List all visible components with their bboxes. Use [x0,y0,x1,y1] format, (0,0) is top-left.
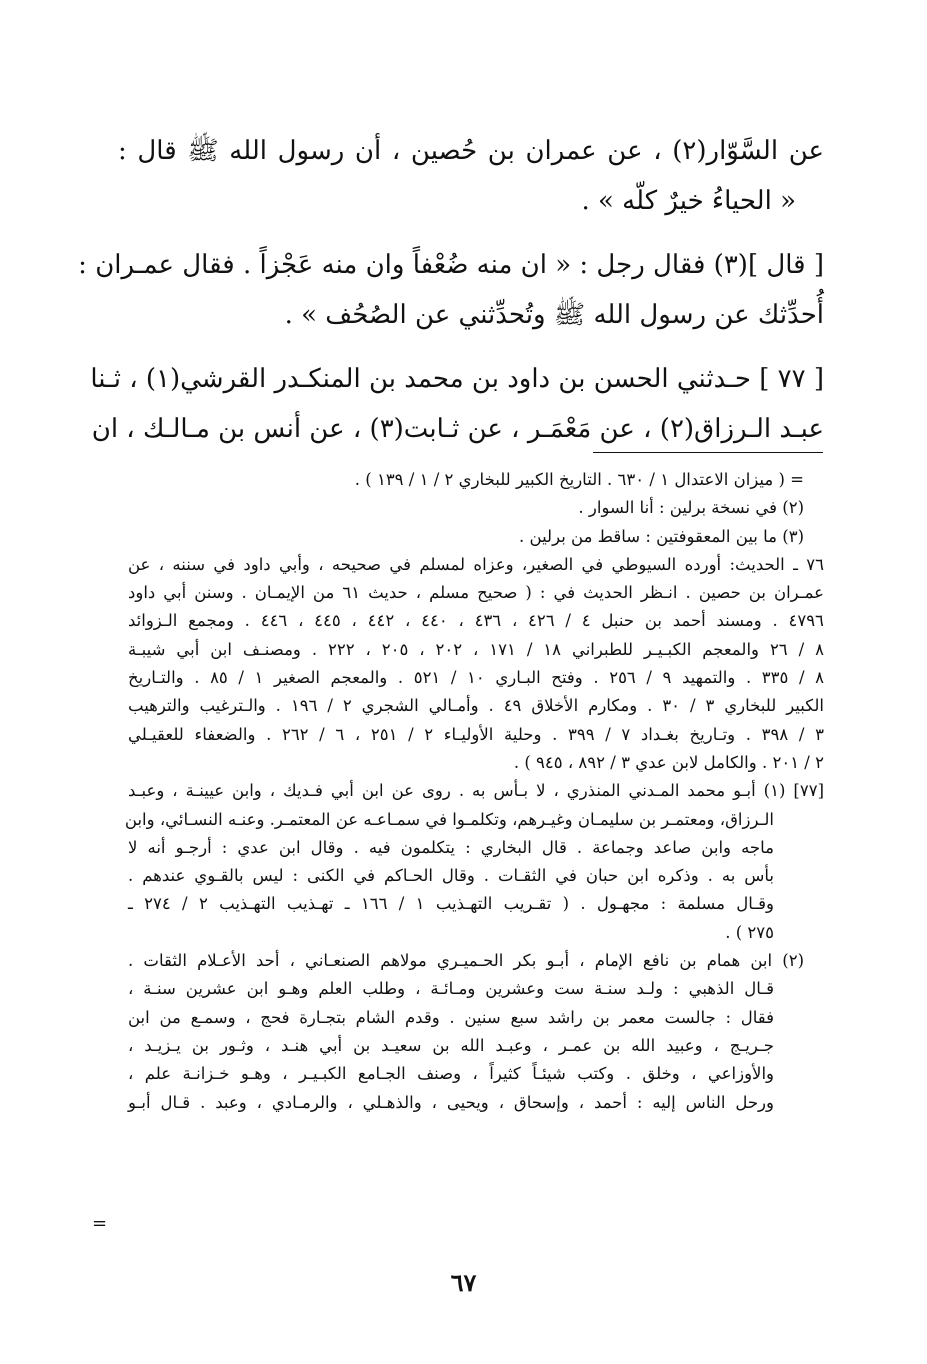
footnote-line: الـرزاق، ومعتمـر بن سليمـان وغيـرهم، وتكلمـوا في سمـاعـه عن المعتمـر. وعنـه النسـائي، وابن [124,809,774,829]
footnote-line: ماجه وابن صاعد وجماعة . قال البخاري : يتكلمون فيه . وقال ابن عدي : أرجـو أنه لا [128,837,774,857]
footnote-line: والأوزاعي ، وخلق . وكتب شيئـاً كثيراً ، وصنف الجـامع الكبـيـر ، وهـو خـزانـة علم ، [128,1064,774,1084]
footnotes [124,466,824,1117]
main-line: [ قال ](٣) فقال رجل : « ان منه ضُعْفاً وان منه عَجْزاً . فقال عمـران : [78,250,824,280]
footnote-line: جـريـج ، وعبيد الله بن عمـر ، وعبـد الله بن سعيـد بن أبي هنـد ، وثـور بن يـزيـد ، [128,1035,774,1055]
footnote-line: = ( ميزان الاعتدال ١ / ٦٣٠ . التاريخ الكبير للبخاري ٢ / ١ / ١٣٩ ) . [354,470,804,489]
main-line: عن السَّوّار(٢) ، عن عمران بن حُصين ، أن رسول الله ﷺ قال : [118,136,825,166]
footnote-separator [593,452,823,453]
footnote-line: (٢) في نسخة برلين : أنا السوار . [578,498,804,518]
footnote-line: [٧٧] (١) أبـو محمد المـدني المنذري ، لا بـأس به . روى عن ابن أبي فـديك ، وابن عيينـة ، وعبـد [128,781,824,801]
main-line: « الحياءُ خيرٌ كلّه » . [581,186,796,216]
main-text [78,128,825,456]
footnote-line: وقـال مسلمة : مجهـول . ( تقـريب التهـذيب ١ / ١٦٦ ـ تهـذيب التهـذيب ٢ / ٢٧٤ ـ [128,894,774,914]
main-line: أُحدِّثك عن رسول الله ﷺ وتُحدِّثني عن الصُحُف » . [284,300,824,330]
footnote-line: ٤٧٩٦ . ومسند أحمد بن حنبل ٤ / ٤٢٦ ، ٤٣٦ ، ٤٤٠ ، ٤٤٢ ، ٤٤٥ ، ٤٤٦ . ومجمع الـزوائد [128,611,824,631]
footnote-line: ٣ / ٣٩٨ . وتـاريخ بغـداد ٧ / ٣٩٩ . وحلية الأوليـاء ٢ / ٢٥١ ، ٦ / ٢٦٢ . والضعفاء للعقيـلي [128,724,824,744]
continuation-mark: = [92,1213,108,1234]
main-line: [ ٧٧ ] حـدثني الحسن بن داود بن محمد بن المنكـدر القرشي(١) ، ثـنا [90,364,824,394]
footnote-line: (٢) ابن همام بن نافع الإمام ، أبـو بكر الحـميـري مولاهم الصنعـاني ، أحد الأعـلام الثقات . [128,951,804,971]
footnote-line: الكبير للبخاري ٣ / ٣٠ . ومكارم الأخلاق ٤٩ . وأمـالي الشجري ٢ / ١٩٦ . والـترغيب والترهيب [128,696,824,716]
footnote-line: ٧٦ ـ الحديث: أورده السيوطي في الصغير، وعزاه لمسلم في صحيحه ، وأبي داود في سننه ، عن [128,554,824,574]
footnote-line: (٣) ما بين المعقوفتين : ساقط من برلين . [519,526,804,546]
main-line: عبـد الـرزاق(٢) ، عن مَعْمَـر ، عن ثـابت(٣) ، عن أنس بن مـالـك ، ان [91,414,824,444]
footnote-line: ٢ / ٢٠١ . والكامل لابن عدي ٣ / ٨٩٢ ، ٩٤٥ ) . [513,752,824,772]
footnote-line: ورحل الناس إليه : أحمد ، وإسحاق ، ويحيى ، والذهـلي ، والرمـادي ، وعبد . قـال أبـو [128,1092,774,1112]
footnote-line: عمـران بن حصين . انـظر الحديث في : ( صحيح مسلم ، حديث ٦١ من الإيمـان . وسنن أبي داود [128,583,824,603]
footnote-line: قـال الذهبي : ولـد سنـة ست وعشرين ومـائـة ، وطلب العلم وهـو ابن عشرين سنـة ، [128,979,774,999]
page-number: ٦٧ [450,1268,477,1297]
footnote-line: بأس به . وذكره ابن حبان في الثقـات . وقال الحـاكم في الكنى : ليس بالقـوي عندهم . [128,866,774,886]
footnote-line: ٨ / ٢٦ والمعجم الكبـيـر للطبراني ١٨ / ١٧١ ، ٢٠٢ ، ٢٠٥ ، ٢٢٢ . ومصنـف ابن أبي شيبـة [128,639,824,659]
footnote-line: ٨ / ٣٣٥ . والتمهيد ٩ / ٢٥٦ . وفتح البـاري ١٠ / ٥٢١ . والمعجم الصغير ١ / ٨٥ . والتـاريخ [128,668,824,688]
footnote-line: فقال : جالست معمر بن راشد سبع سنين . وقدم الشام بتجـارة فحج ، وسمـع من ابن [128,1007,774,1027]
footnote-line: ٢٧٥ ) . [725,922,774,942]
